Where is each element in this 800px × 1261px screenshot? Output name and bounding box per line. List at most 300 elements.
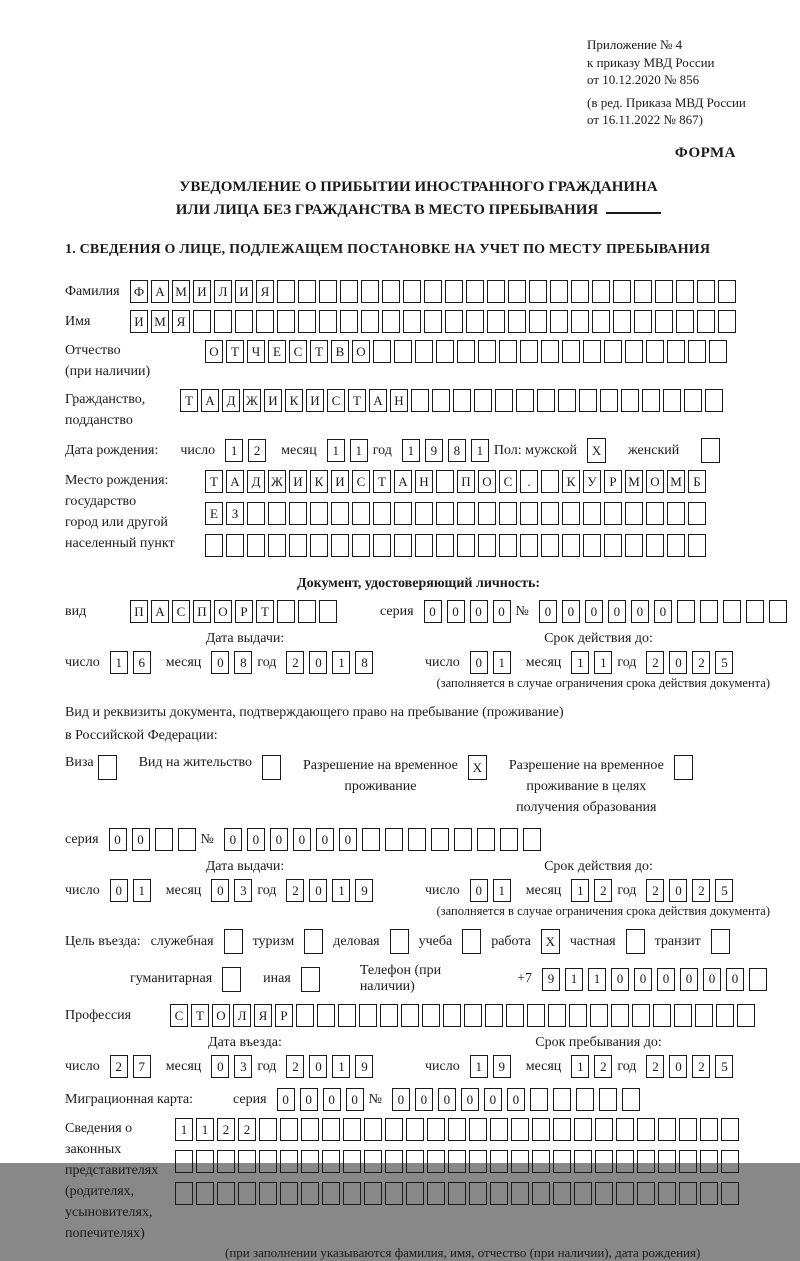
char-cell[interactable] (469, 1150, 487, 1173)
char-cell[interactable] (625, 502, 643, 525)
char-cell[interactable]: 0 (669, 651, 687, 674)
char-cell[interactable] (373, 502, 391, 525)
char-cell[interactable]: З (226, 502, 244, 525)
char-cell[interactable] (464, 1004, 482, 1027)
char-cell[interactable] (301, 1118, 319, 1141)
char-cell[interactable] (411, 389, 429, 412)
char-cell[interactable] (487, 280, 505, 303)
char-cell[interactable] (436, 534, 454, 557)
char-cell[interactable] (352, 534, 370, 557)
char-cell[interactable]: 0 (224, 828, 242, 851)
char-cell[interactable]: 0 (608, 600, 626, 623)
char-cell[interactable]: 0 (424, 600, 442, 623)
char-cell[interactable] (457, 340, 475, 363)
char-cell[interactable]: К (562, 470, 580, 493)
char-cell[interactable] (646, 340, 664, 363)
char-cell[interactable] (569, 1004, 587, 1027)
char-cell[interactable] (532, 1118, 550, 1141)
char-cell[interactable]: 1 (594, 651, 612, 674)
char-cell[interactable] (616, 1118, 634, 1141)
char-cell[interactable] (214, 310, 232, 333)
char-cell[interactable]: М (625, 470, 643, 493)
char-cell[interactable] (259, 1118, 277, 1141)
char-cell[interactable]: 0 (293, 828, 311, 851)
char-cell[interactable] (574, 1118, 592, 1141)
char-cell[interactable] (611, 1004, 629, 1027)
char-cell[interactable] (677, 600, 695, 623)
char-cell[interactable] (583, 340, 601, 363)
char-cell[interactable] (289, 534, 307, 557)
char-cell[interactable]: 0 (631, 600, 649, 623)
char-cell[interactable]: Б (688, 470, 706, 493)
char-cell[interactable] (477, 828, 495, 851)
char-cell[interactable]: 1 (470, 1055, 488, 1078)
char-cell[interactable]: Т (180, 389, 198, 412)
char-cell[interactable] (723, 600, 741, 623)
char-cell[interactable] (343, 1118, 361, 1141)
char-cell[interactable]: 0 (270, 828, 288, 851)
char-cell[interactable]: У (583, 470, 601, 493)
char-cell[interactable] (394, 502, 412, 525)
char-cell[interactable] (613, 280, 631, 303)
char-cell[interactable] (537, 389, 555, 412)
char-cell[interactable] (364, 1150, 382, 1173)
char-cell[interactable] (415, 340, 433, 363)
char-cell[interactable] (277, 310, 295, 333)
char-cell[interactable] (448, 1150, 466, 1173)
char-cell[interactable] (322, 1150, 340, 1173)
char-cell[interactable]: А (394, 470, 412, 493)
char-cell[interactable] (527, 1004, 545, 1027)
char-cell[interactable] (427, 1118, 445, 1141)
char-cell[interactable] (322, 1118, 340, 1141)
char-cell[interactable] (500, 828, 518, 851)
char-cell[interactable] (553, 1182, 571, 1205)
char-cell[interactable]: 0 (507, 1088, 525, 1111)
char-cell[interactable]: 2 (286, 879, 304, 902)
char-cell[interactable] (361, 280, 379, 303)
char-cell[interactable]: 1 (332, 879, 350, 902)
char-cell[interactable] (280, 1118, 298, 1141)
char-cell[interactable] (553, 1088, 571, 1111)
char-cell[interactable] (490, 1150, 508, 1173)
char-cell[interactable] (553, 1118, 571, 1141)
char-cell[interactable] (520, 534, 538, 557)
char-cell[interactable]: 0 (438, 1088, 456, 1111)
char-cell[interactable]: 0 (300, 1088, 318, 1111)
char-cell[interactable]: О (646, 470, 664, 493)
char-cell[interactable] (592, 280, 610, 303)
char-cell[interactable]: Т (191, 1004, 209, 1027)
char-cell[interactable]: 2 (286, 1055, 304, 1078)
char-cell[interactable]: 0 (654, 600, 672, 623)
char-cell[interactable] (548, 1004, 566, 1027)
char-cell[interactable] (737, 1004, 755, 1027)
char-cell[interactable] (490, 1182, 508, 1205)
char-cell[interactable]: 1 (225, 439, 243, 462)
char-cell[interactable]: 2 (217, 1118, 235, 1141)
char-cell[interactable] (301, 1150, 319, 1173)
char-cell[interactable]: 8 (355, 651, 373, 674)
char-cell[interactable] (562, 502, 580, 525)
char-cell[interactable]: 0 (415, 1088, 433, 1111)
char-cell[interactable] (595, 1118, 613, 1141)
char-cell[interactable]: 3 (234, 879, 252, 902)
char-cell[interactable] (319, 280, 337, 303)
char-cell[interactable] (394, 534, 412, 557)
char-cell[interactable]: 0 (470, 651, 488, 674)
char-cell[interactable]: 9 (493, 1055, 511, 1078)
char-cell[interactable] (769, 600, 787, 623)
char-cell[interactable]: 0 (277, 1088, 295, 1111)
char-cell[interactable]: Л (214, 280, 232, 303)
char-cell[interactable] (380, 1004, 398, 1027)
char-cell[interactable] (604, 340, 622, 363)
char-cell[interactable] (718, 310, 736, 333)
char-cell[interactable]: О (478, 470, 496, 493)
char-cell[interactable]: 2 (110, 1055, 128, 1078)
checkbox-cell[interactable] (701, 438, 720, 463)
char-cell[interactable]: 9 (355, 879, 373, 902)
char-cell[interactable] (298, 600, 316, 623)
char-cell[interactable] (599, 1088, 617, 1111)
char-cell[interactable]: 5 (715, 879, 733, 902)
char-cell[interactable] (700, 1150, 718, 1173)
char-cell[interactable] (382, 280, 400, 303)
char-cell[interactable] (541, 340, 559, 363)
char-cell[interactable] (637, 1150, 655, 1173)
char-cell[interactable]: 0 (339, 828, 357, 851)
checkbox-cell[interactable] (98, 755, 117, 780)
char-cell[interactable] (697, 280, 715, 303)
char-cell[interactable] (385, 1118, 403, 1141)
char-cell[interactable] (634, 310, 652, 333)
char-cell[interactable] (532, 1182, 550, 1205)
char-cell[interactable]: Е (205, 502, 223, 525)
char-cell[interactable]: 1 (196, 1118, 214, 1141)
char-cell[interactable] (621, 389, 639, 412)
char-cell[interactable]: А (151, 280, 169, 303)
char-cell[interactable] (600, 389, 618, 412)
char-cell[interactable] (256, 310, 274, 333)
char-cell[interactable] (466, 280, 484, 303)
char-cell[interactable] (655, 310, 673, 333)
char-cell[interactable] (364, 1118, 382, 1141)
char-cell[interactable] (247, 534, 265, 557)
char-cell[interactable] (478, 534, 496, 557)
char-cell[interactable] (478, 502, 496, 525)
char-cell[interactable] (550, 280, 568, 303)
char-cell[interactable]: Т (256, 600, 274, 623)
char-cell[interactable] (338, 1004, 356, 1027)
char-cell[interactable] (653, 1004, 671, 1027)
char-cell[interactable]: Е (268, 340, 286, 363)
char-cell[interactable] (217, 1182, 235, 1205)
char-cell[interactable]: С (499, 470, 517, 493)
char-cell[interactable] (655, 280, 673, 303)
char-cell[interactable] (523, 828, 541, 851)
char-cell[interactable]: 0 (316, 828, 334, 851)
char-cell[interactable] (511, 1118, 529, 1141)
char-cell[interactable] (613, 310, 631, 333)
char-cell[interactable] (709, 340, 727, 363)
char-cell[interactable]: 0 (585, 600, 603, 623)
char-cell[interactable] (403, 310, 421, 333)
char-cell[interactable]: 0 (211, 1055, 229, 1078)
char-cell[interactable] (385, 1150, 403, 1173)
char-cell[interactable] (688, 340, 706, 363)
char-cell[interactable]: 0 (657, 968, 675, 991)
checkbox-cell[interactable] (711, 929, 730, 954)
char-cell[interactable] (490, 1118, 508, 1141)
char-cell[interactable] (553, 1150, 571, 1173)
char-cell[interactable]: 2 (692, 651, 710, 674)
char-cell[interactable] (511, 1150, 529, 1173)
char-cell[interactable] (415, 534, 433, 557)
char-cell[interactable]: 0 (680, 968, 698, 991)
char-cell[interactable] (474, 389, 492, 412)
char-cell[interactable]: П (130, 600, 148, 623)
char-cell[interactable]: Я (256, 280, 274, 303)
char-cell[interactable] (217, 1150, 235, 1173)
char-cell[interactable] (579, 389, 597, 412)
char-cell[interactable] (487, 310, 505, 333)
char-cell[interactable] (506, 1004, 524, 1027)
char-cell[interactable]: 9 (425, 439, 443, 462)
char-cell[interactable]: 1 (327, 439, 345, 462)
char-cell[interactable] (373, 340, 391, 363)
char-cell[interactable] (361, 310, 379, 333)
char-cell[interactable] (343, 1150, 361, 1173)
char-cell[interactable]: 2 (692, 1055, 710, 1078)
char-cell[interactable]: И (331, 470, 349, 493)
char-cell[interactable] (268, 534, 286, 557)
char-cell[interactable] (574, 1150, 592, 1173)
char-cell[interactable] (457, 502, 475, 525)
char-cell[interactable] (508, 280, 526, 303)
char-cell[interactable]: Л (233, 1004, 251, 1027)
char-cell[interactable]: С (327, 389, 345, 412)
char-cell[interactable] (695, 1004, 713, 1027)
char-cell[interactable]: 1 (332, 1055, 350, 1078)
char-cell[interactable]: 0 (611, 968, 629, 991)
char-cell[interactable] (667, 534, 685, 557)
char-cell[interactable] (646, 502, 664, 525)
char-cell[interactable] (562, 534, 580, 557)
char-cell[interactable] (499, 340, 517, 363)
char-cell[interactable] (634, 280, 652, 303)
char-cell[interactable] (520, 340, 538, 363)
char-cell[interactable]: 0 (726, 968, 744, 991)
char-cell[interactable] (432, 389, 450, 412)
char-cell[interactable]: 2 (646, 651, 664, 674)
char-cell[interactable]: 2 (594, 879, 612, 902)
char-cell[interactable] (175, 1150, 193, 1173)
char-cell[interactable] (622, 1088, 640, 1111)
char-cell[interactable] (310, 534, 328, 557)
char-cell[interactable] (541, 534, 559, 557)
char-cell[interactable] (574, 1182, 592, 1205)
char-cell[interactable]: А (226, 470, 244, 493)
char-cell[interactable] (457, 534, 475, 557)
char-cell[interactable] (688, 502, 706, 525)
char-cell[interactable]: М (667, 470, 685, 493)
char-cell[interactable] (406, 1182, 424, 1205)
char-cell[interactable] (749, 968, 767, 991)
char-cell[interactable] (319, 310, 337, 333)
char-cell[interactable]: Т (205, 470, 223, 493)
char-cell[interactable] (466, 310, 484, 333)
char-cell[interactable]: П (193, 600, 211, 623)
char-cell[interactable] (530, 1088, 548, 1111)
char-cell[interactable] (406, 1118, 424, 1141)
char-cell[interactable]: 0 (634, 968, 652, 991)
char-cell[interactable]: Н (390, 389, 408, 412)
checkbox-cell[interactable] (304, 929, 323, 954)
char-cell[interactable] (238, 1182, 256, 1205)
char-cell[interactable] (718, 280, 736, 303)
checkbox-cell[interactable] (626, 929, 645, 954)
char-cell[interactable] (576, 1088, 594, 1111)
char-cell[interactable] (595, 1182, 613, 1205)
char-cell[interactable]: С (289, 340, 307, 363)
char-cell[interactable]: 5 (715, 651, 733, 674)
char-cell[interactable]: Я (254, 1004, 272, 1027)
char-cell[interactable]: 0 (447, 600, 465, 623)
char-cell[interactable]: А (201, 389, 219, 412)
char-cell[interactable]: 0 (461, 1088, 479, 1111)
char-cell[interactable]: 0 (247, 828, 265, 851)
char-cell[interactable] (422, 1004, 440, 1027)
char-cell[interactable] (646, 534, 664, 557)
char-cell[interactable] (688, 534, 706, 557)
char-cell[interactable] (226, 534, 244, 557)
char-cell[interactable]: С (170, 1004, 188, 1027)
char-cell[interactable] (583, 534, 601, 557)
char-cell[interactable] (595, 1150, 613, 1173)
char-cell[interactable] (403, 280, 421, 303)
char-cell[interactable] (684, 389, 702, 412)
char-cell[interactable]: 1 (493, 879, 511, 902)
char-cell[interactable] (178, 828, 196, 851)
checkbox-cell[interactable] (222, 967, 241, 992)
char-cell[interactable] (394, 340, 412, 363)
char-cell[interactable] (676, 310, 694, 333)
char-cell[interactable] (520, 502, 538, 525)
char-cell[interactable] (298, 280, 316, 303)
char-cell[interactable]: 0 (703, 968, 721, 991)
char-cell[interactable] (511, 1182, 529, 1205)
char-cell[interactable] (616, 1150, 634, 1173)
char-cell[interactable] (642, 389, 660, 412)
char-cell[interactable]: Я (172, 310, 190, 333)
char-cell[interactable]: В (331, 340, 349, 363)
char-cell[interactable]: И (235, 280, 253, 303)
char-cell[interactable]: 1 (471, 439, 489, 462)
char-cell[interactable] (625, 340, 643, 363)
char-cell[interactable] (562, 340, 580, 363)
char-cell[interactable]: М (151, 310, 169, 333)
char-cell[interactable] (301, 1182, 319, 1205)
char-cell[interactable] (478, 340, 496, 363)
char-cell[interactable] (541, 470, 559, 493)
char-cell[interactable] (746, 600, 764, 623)
char-cell[interactable]: 0 (669, 879, 687, 902)
char-cell[interactable] (676, 280, 694, 303)
char-cell[interactable]: 2 (248, 439, 266, 462)
char-cell[interactable] (700, 1118, 718, 1141)
char-cell[interactable] (401, 1004, 419, 1027)
char-cell[interactable]: М (172, 280, 190, 303)
char-cell[interactable]: 0 (309, 879, 327, 902)
checkbox-cell[interactable]: X (587, 438, 606, 463)
char-cell[interactable]: 7 (133, 1055, 151, 1078)
char-cell[interactable]: 0 (346, 1088, 364, 1111)
char-cell[interactable] (485, 1004, 503, 1027)
char-cell[interactable] (637, 1182, 655, 1205)
char-cell[interactable] (590, 1004, 608, 1027)
char-cell[interactable]: 2 (594, 1055, 612, 1078)
char-cell[interactable]: 0 (470, 879, 488, 902)
char-cell[interactable] (541, 502, 559, 525)
char-cell[interactable] (331, 502, 349, 525)
char-cell[interactable]: 9 (355, 1055, 373, 1078)
char-cell[interactable]: С (172, 600, 190, 623)
char-cell[interactable] (259, 1182, 277, 1205)
char-cell[interactable] (658, 1118, 676, 1141)
char-cell[interactable]: И (130, 310, 148, 333)
char-cell[interactable]: О (352, 340, 370, 363)
char-cell[interactable] (674, 1004, 692, 1027)
char-cell[interactable] (277, 280, 295, 303)
char-cell[interactable] (436, 470, 454, 493)
char-cell[interactable]: 0 (110, 879, 128, 902)
char-cell[interactable] (469, 1182, 487, 1205)
char-cell[interactable] (658, 1150, 676, 1173)
char-cell[interactable] (448, 1182, 466, 1205)
checkbox-cell[interactable]: X (541, 929, 560, 954)
char-cell[interactable] (322, 1182, 340, 1205)
char-cell[interactable] (658, 1182, 676, 1205)
char-cell[interactable] (331, 534, 349, 557)
char-cell[interactable] (529, 280, 547, 303)
char-cell[interactable]: 1 (350, 439, 368, 462)
char-cell[interactable] (499, 502, 517, 525)
char-cell[interactable]: 0 (132, 828, 150, 851)
char-cell[interactable] (679, 1182, 697, 1205)
char-cell[interactable] (667, 340, 685, 363)
char-cell[interactable]: 3 (234, 1055, 252, 1078)
char-cell[interactable] (632, 1004, 650, 1027)
char-cell[interactable] (382, 310, 400, 333)
char-cell[interactable]: 0 (109, 828, 127, 851)
char-cell[interactable]: Р (275, 1004, 293, 1027)
char-cell[interactable]: О (214, 600, 232, 623)
char-cell[interactable] (277, 600, 295, 623)
char-cell[interactable] (310, 502, 328, 525)
char-cell[interactable]: 1 (402, 439, 420, 462)
char-cell[interactable]: . (520, 470, 538, 493)
char-cell[interactable]: 2 (286, 651, 304, 674)
checkbox-cell[interactable] (674, 755, 693, 780)
char-cell[interactable] (721, 1182, 739, 1205)
char-cell[interactable] (454, 828, 472, 851)
checkbox-cell[interactable]: X (468, 755, 487, 780)
char-cell[interactable]: 9 (542, 968, 560, 991)
char-cell[interactable]: Т (373, 470, 391, 493)
char-cell[interactable]: С (352, 470, 370, 493)
char-cell[interactable]: 0 (309, 651, 327, 674)
